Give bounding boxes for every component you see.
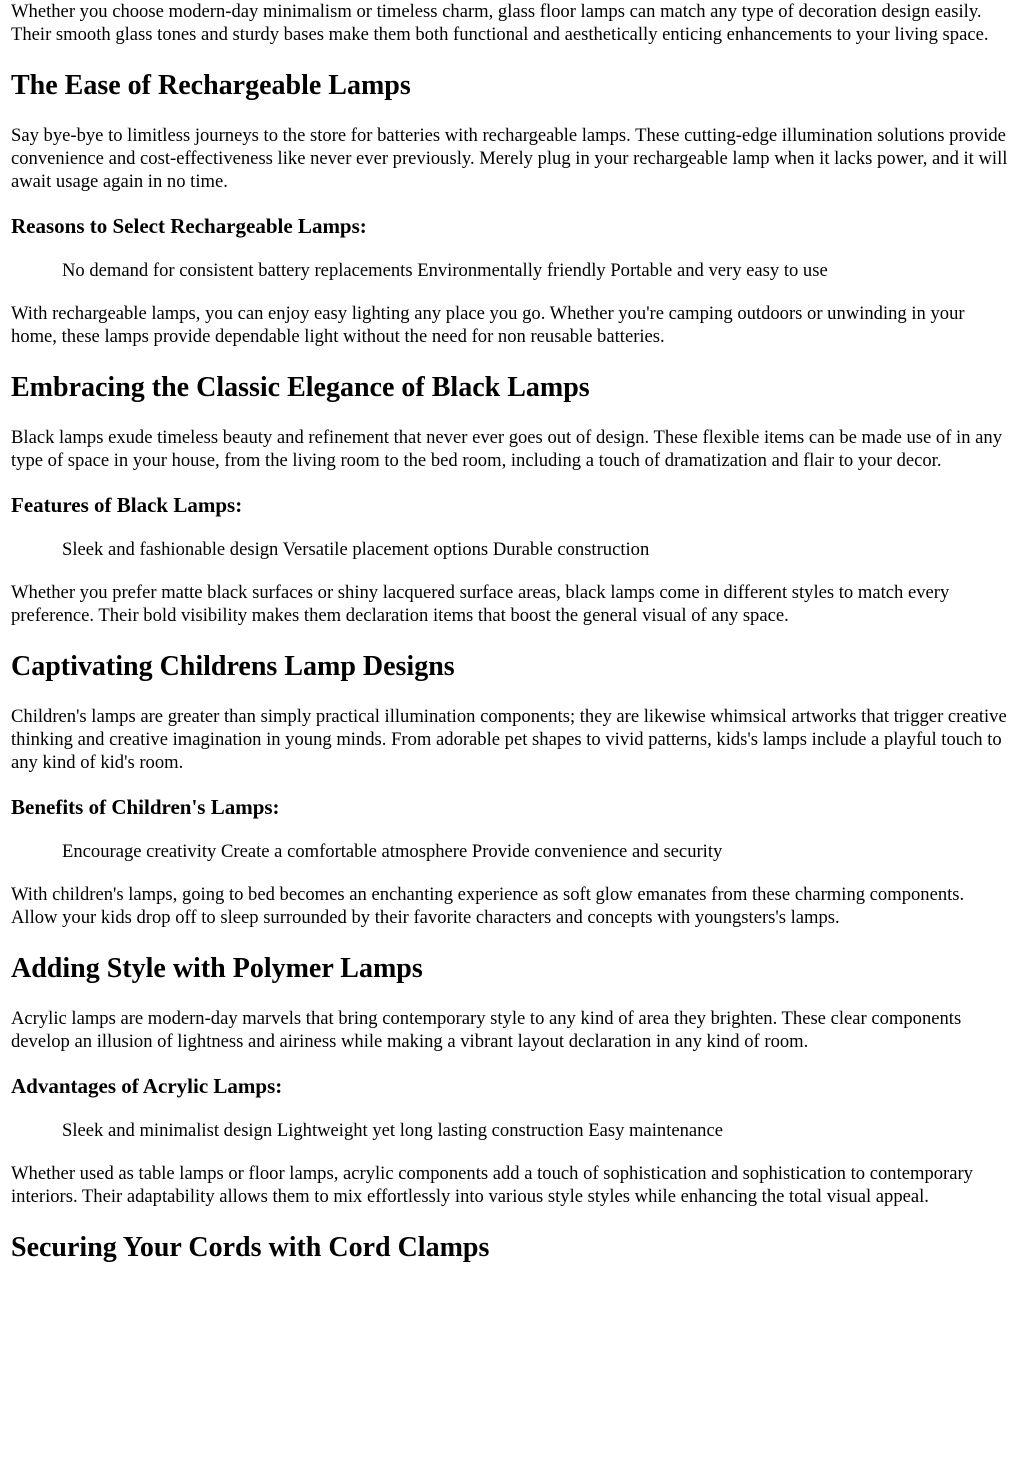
section-paragraph: Whether you prefer matte black surfaces or shiny lacquered surface areas, black lamps come in different styles to match every preference. Their bold visibility makes them declaration items that boost the general visual of any space. bbox=[11, 582, 950, 626]
section-heading: Embracing the Classic Elegance of Black Lamps bbox=[11, 372, 590, 403]
section-heading: Captivating Childrens Lamp Designs bbox=[11, 651, 455, 682]
feature-list: Sleek and minimalist design Lightweight yet long lasting construction Easy maintenance bbox=[62, 1120, 723, 1141]
section-polymer-lamps bbox=[11, 953, 1013, 1208]
section-paragraph: Black lamps exude timeless beauty and refinement that never ever goes out of design. These flexible items can be made use of in any type of space in your house, from the living room to the bed room, including a touch of dramatization and flair to your decor. bbox=[11, 427, 1002, 471]
section-subheading: Reasons to Select Rechargeable Lamps: bbox=[11, 214, 367, 238]
intro-paragraph: Whether you choose modern-day minimalism or timeless charm, glass floor lamps can match any type of decoration design easily. Their smooth glass tones and sturdy bases make them both functional and aesthetically enticing enhancements to your living space. bbox=[11, 1, 989, 45]
section-paragraph: Acrylic lamps are modern-day marvels that bring contemporary style to any kind of area they brighten. These clear components develop an illusion of lightness and airiness while making a vibrant layout declaration in any kind of room. bbox=[11, 1008, 962, 1052]
section-subheading: Advantages of Acrylic Lamps: bbox=[11, 1074, 283, 1098]
section-heading: The Ease of Rechargeable Lamps bbox=[11, 70, 411, 101]
section-subheading: Features of Black Lamps: bbox=[11, 493, 243, 517]
section-paragraph: With children's lamps, going to bed becomes an enchanting experience as soft glow emanates from these charming components. Allow your kids drop off to sleep surrounded by their favorite characters and concepts with youngsters's lamps. bbox=[11, 884, 965, 928]
section-subheading: Benefits of Children's Lamps: bbox=[11, 795, 280, 819]
section-rechargeable-lamps bbox=[11, 70, 1013, 348]
section-paragraph: With rechargeable lamps, you can enjoy easy lighting any place you go. Whether you're camping outdoors or unwinding in your home, these lamps provide dependable light without the need for non reusable batteries. bbox=[11, 303, 965, 347]
section-heading-cord-clamps: Securing Your Cords with Cord Clamps bbox=[11, 1232, 490, 1263]
section-paragraph: Whether used as table lamps or floor lamps, acrylic components add a touch of sophistication and sophistication to contemporary interiors. Their adaptability allows them to mix effortlessly into various style styles while enhancing the total visual appeal. bbox=[11, 1163, 973, 1207]
section-childrens-lamps bbox=[11, 651, 1013, 929]
section-paragraph: Children's lamps are greater than simply practical illumination components; they are likewise whimsical artworks that trigger creative thinking and creative imagination in young minds. From adorable pet shapes to vivid patterns, kids's lamps include a playful touch to any kind of kid's room. bbox=[11, 706, 1007, 773]
feature-list: No demand for consistent battery replacements Environmentally friendly Portable and very easy to use bbox=[62, 260, 828, 281]
section-heading: Adding Style with Polymer Lamps bbox=[11, 953, 423, 984]
feature-list: Sleek and fashionable design Versatile placement options Durable construction bbox=[62, 539, 650, 560]
section-paragraph: Say bye-bye to limitless journeys to the store for batteries with rechargeable lamps. These cutting-edge illumination solutions provide convenience and cost-effectiveness like never ever previously. Merely plug in your rechargeable lamp when it lacks power, and it will await usage again in no time. bbox=[11, 125, 1008, 192]
section-black-lamps bbox=[11, 372, 1013, 627]
feature-list: Encourage creativity Create a comfortable atmosphere Provide convenience and security bbox=[62, 841, 723, 862]
